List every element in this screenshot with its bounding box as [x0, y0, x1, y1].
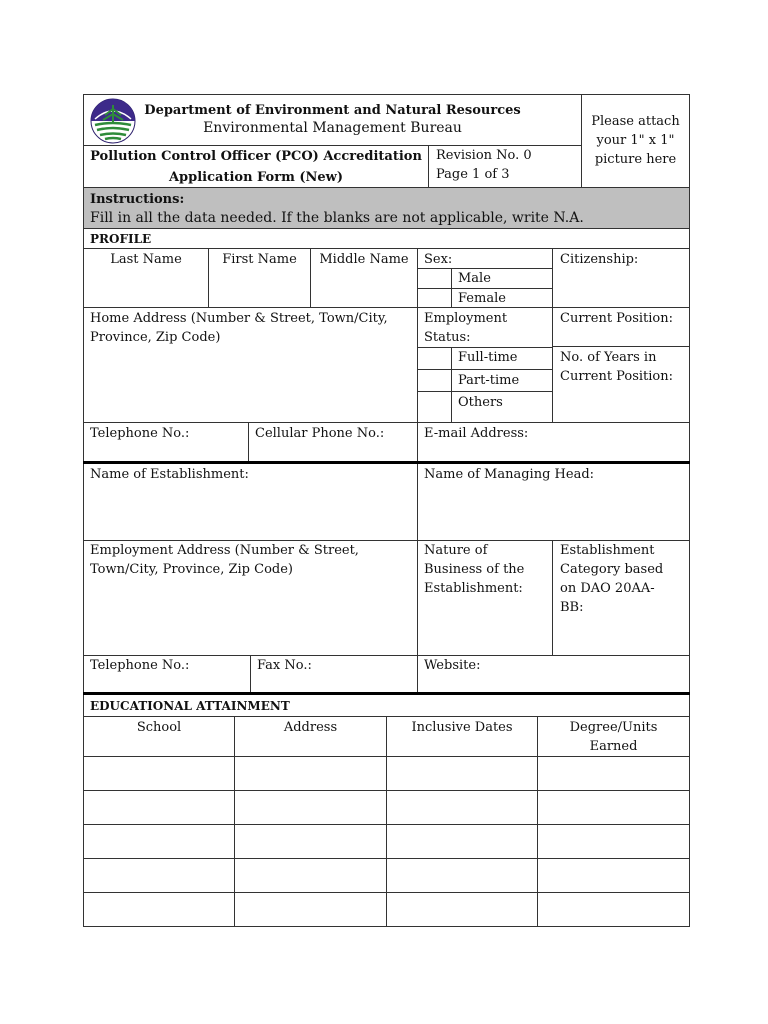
category-label-1: Establishment	[560, 543, 655, 558]
degree-header-1: Degree/Units	[569, 720, 658, 735]
divider	[83, 892, 690, 893]
website-label: Website:	[424, 658, 481, 673]
sex-label: Sex:	[424, 252, 453, 267]
form-title-line2: Application Form (New)	[168, 170, 344, 185]
divider	[83, 422, 690, 423]
establishment-name-label: Name of Establishment:	[90, 467, 249, 482]
citizenship-label: Citizenship:	[560, 252, 639, 267]
employment-address-label-1: Employment Address (Number & Street,	[90, 543, 359, 558]
last-name-label: Last Name	[110, 252, 182, 267]
divider	[552, 248, 553, 423]
others-label: Others	[458, 395, 503, 410]
establishment-telephone-label: Telephone No.:	[90, 658, 190, 673]
divider	[83, 307, 690, 308]
divider	[234, 716, 235, 927]
bureau-name: Environmental Management Bureau	[203, 120, 462, 136]
divider	[248, 422, 249, 462]
divider	[83, 790, 690, 791]
divider	[417, 464, 418, 694]
managing-head-label: Name of Managing Head:	[424, 467, 595, 482]
form-title-line1: Pollution Control Officer (PCO) Accreditation	[90, 149, 422, 164]
full-time-checkbox[interactable]	[418, 348, 451, 369]
photo-instruction-2: your 1" x 1"	[596, 133, 675, 148]
cellular-label: Cellular Phone No.:	[255, 426, 385, 441]
section-separator	[83, 461, 690, 464]
instructions-text: Fill in all the data needed. If the blanks are not applicable, write N.A.	[90, 210, 584, 226]
divider	[428, 145, 429, 187]
nature-label-1: Nature of	[424, 543, 488, 558]
category-label-3: on DAO 20AA-	[560, 581, 655, 596]
email-label: E-mail Address:	[424, 426, 529, 441]
divider	[451, 268, 452, 307]
profile-section-title: PROFILE	[90, 232, 152, 246]
middle-name-label: Middle Name	[319, 252, 409, 267]
education-section-title: EDUCATIONAL ATTAINMENT	[90, 699, 290, 713]
address-header: Address	[283, 720, 338, 735]
school-header: School	[136, 720, 182, 735]
degree-header-2: Earned	[589, 739, 638, 754]
female-label: Female	[458, 291, 506, 306]
current-position-label: Current Position:	[560, 311, 674, 326]
male-label: Male	[458, 271, 491, 286]
divider	[83, 228, 690, 229]
divider	[250, 655, 251, 694]
page-number: Page 1 of 3	[436, 167, 510, 182]
divider	[83, 824, 690, 825]
home-address-label-1: Home Address (Number & Street, Town/City,	[90, 311, 388, 326]
years-label-1: No. of Years in	[560, 350, 657, 365]
female-checkbox[interactable]	[418, 289, 451, 307]
nature-label-3: Establishment:	[424, 581, 523, 596]
part-time-label: Part-time	[458, 373, 520, 388]
full-time-label: Full-time	[458, 350, 518, 365]
divider	[386, 716, 387, 927]
employment-status-label-2: Status:	[424, 330, 471, 345]
fax-label: Fax No.:	[257, 658, 312, 673]
divider	[83, 756, 690, 757]
employment-status-label-1: Employment	[424, 311, 508, 326]
divider	[451, 347, 452, 423]
nature-label-2: Business of the	[424, 562, 525, 577]
divider	[552, 540, 553, 655]
dates-header: Inclusive Dates	[411, 720, 513, 735]
divider	[552, 346, 690, 347]
photo-instruction-1: Please attach	[591, 114, 680, 129]
others-checkbox[interactable]	[418, 392, 451, 422]
category-label-4: BB:	[560, 600, 584, 615]
instructions-title: Instructions:	[90, 192, 185, 207]
employment-address-label-2: Town/City, Province, Zip Code)	[90, 562, 293, 577]
telephone-label: Telephone No.:	[90, 426, 190, 441]
male-checkbox[interactable]	[418, 269, 451, 288]
first-name-label: First Name	[222, 252, 297, 267]
section-separator	[83, 692, 690, 695]
divider	[83, 248, 690, 249]
divider	[83, 858, 690, 859]
category-label-2: Category based	[560, 562, 664, 577]
revision-number: Revision No. 0	[436, 148, 532, 163]
years-label-2: Current Position:	[560, 369, 674, 384]
department-name: Department of Environment and Natural Resources	[144, 103, 521, 118]
home-address-label-2: Province, Zip Code)	[90, 330, 221, 345]
denr-logo-icon	[89, 97, 137, 145]
part-time-checkbox[interactable]	[418, 370, 451, 391]
photo-instruction-3: picture here	[594, 152, 677, 167]
